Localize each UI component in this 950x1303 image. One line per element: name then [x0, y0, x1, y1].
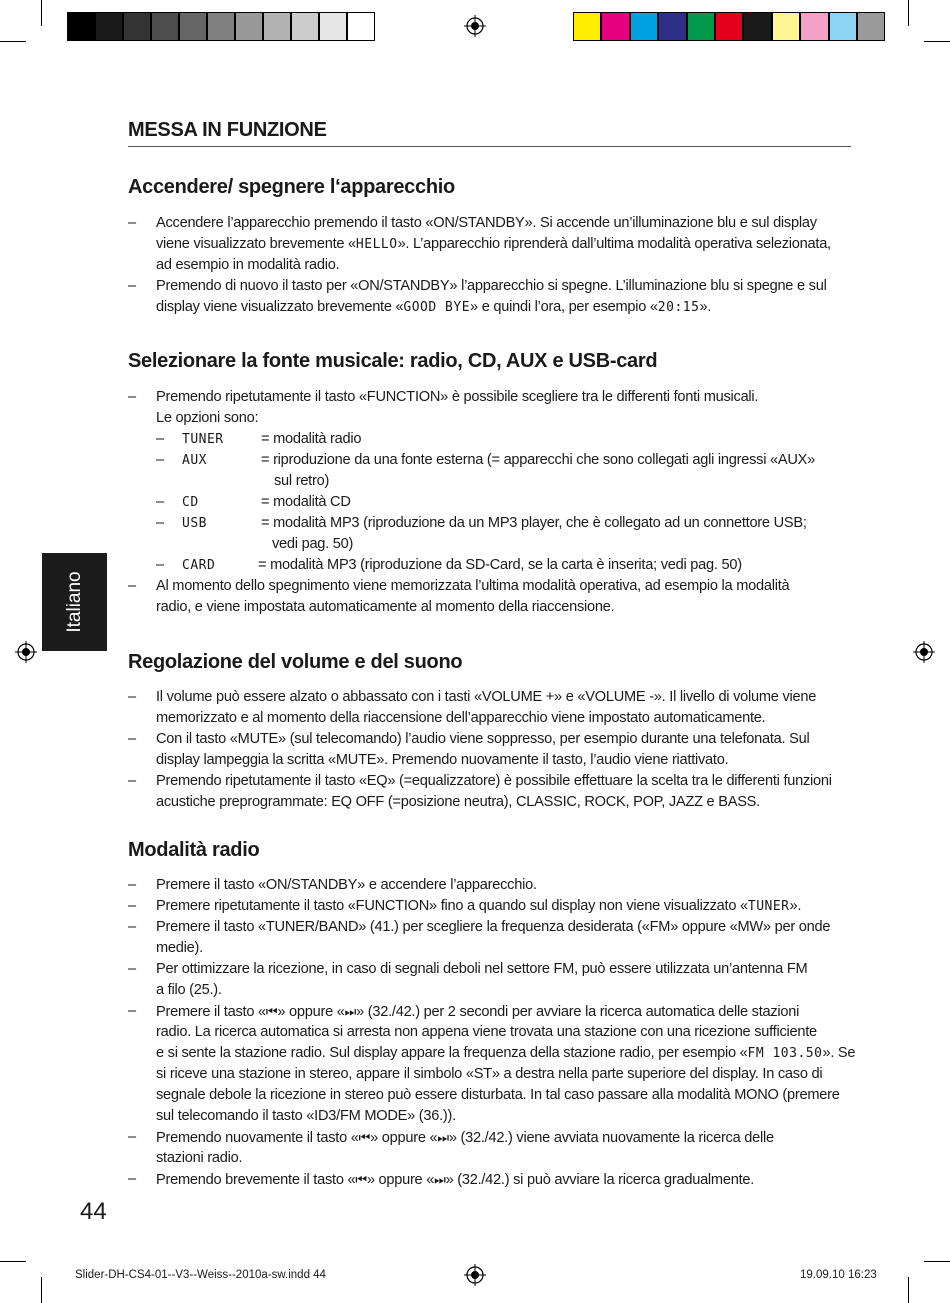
gray-swatch	[347, 12, 375, 41]
color-swatch	[573, 12, 601, 41]
skip-forward-icon: ⏭	[434, 1172, 446, 1187]
text-run: » (32./42.) si può avviare la ricerca gradualmente.	[445, 1172, 755, 1188]
text-run: display lampeggia la scritta «MUTE». Premendo nuovamente il tasto, l’audio viene riattivato.	[156, 752, 729, 768]
option-description: = modalità MP3 (riproduzione da SD-Card, se la carta è inserita; vedi pag. 50)	[258, 557, 742, 573]
text-line	[156, 729, 810, 750]
language-tab-label: Italiano	[63, 571, 85, 633]
option-code: TUNER	[182, 432, 224, 447]
color-swatch	[601, 12, 629, 41]
text-run: stazioni radio.	[156, 1150, 243, 1166]
bullet-dash: –	[128, 1171, 137, 1187]
bullet-dash: –	[156, 452, 165, 468]
text-line	[156, 959, 807, 980]
section-title: Selezionare la fonte musicale: radio, CD, AUX e USB-card	[128, 350, 658, 372]
text-line	[156, 276, 827, 297]
text-run: Premendo di nuovo il tasto per «ON/STANDBY» l’apparecchio si spegne. L’illuminazione blu si spegne e sul	[156, 278, 827, 294]
text-line	[156, 234, 831, 255]
bullet-dash: –	[128, 215, 137, 231]
text-run: si riceve una stazione in stereo, appare il simbolo «ST» a destra nella parte superiore del display. In caso di	[156, 1066, 823, 1082]
option-description: = modalità MP3 (riproduzione da un MP3 player, che è collegato ad un connettore USB;	[261, 515, 807, 531]
page-title: MESSA IN FUNZIONE	[128, 119, 327, 141]
text-run: » (32./42.) per 2 secondi per avviare la ricerca automatica delle stazioni	[356, 1004, 800, 1020]
text-run: Con il tasto «MUTE» (sul telecomando) l’audio viene soppresso, per esempio durante una telefonata. Sul	[156, 731, 810, 747]
text-run: Premere ripetutamente il tasto «FUNCTION» fino a quando sul display non viene visualizzato «	[156, 898, 748, 914]
color-swatch	[658, 12, 686, 41]
text-run: Per ottimizzare la ricezione, in caso di segnali deboli nel settore FM, può essere utilizzata un’antenna FM	[156, 961, 808, 977]
text-run: Il volume può essere alzato o abbassato con i tasti «VOLUME +» e «VOLUME -». Il livello di volume viene	[156, 689, 817, 705]
bullet-dash: –	[128, 1003, 137, 1019]
registration-mark-icon	[464, 15, 486, 37]
language-tab	[42, 553, 107, 651]
text-line	[156, 1169, 754, 1191]
text-line	[156, 597, 614, 618]
text-line	[156, 213, 817, 234]
text-run: sul telecomando il tasto «ID3/FM MODE» (36.)).	[156, 1108, 456, 1124]
gray-swatch	[179, 12, 207, 41]
option-code: AUX	[182, 453, 207, 468]
text-run: » oppure «	[277, 1004, 345, 1020]
text-line	[156, 687, 816, 708]
text-line	[156, 1127, 774, 1149]
text-run: radio. La ricerca automatica si arresta non appena viene trovata una stazione con una ricezione sufficiente	[156, 1024, 817, 1040]
text-run: Premendo brevemente il tasto «	[156, 1172, 356, 1188]
text-line	[156, 750, 728, 771]
text-line	[156, 1043, 855, 1064]
skip-forward-icon: ⏭	[437, 1130, 449, 1145]
text-line	[156, 387, 758, 408]
text-line	[156, 938, 203, 959]
text-run: Premere il tasto «	[156, 1004, 266, 1020]
gray-swatch	[291, 12, 319, 41]
bullet-dash: –	[128, 389, 137, 405]
color-swatch	[630, 12, 658, 41]
registration-mark-icon	[464, 1264, 486, 1286]
section-title: Modalità radio	[128, 839, 260, 861]
lcd-display-text: GOOD BYE	[403, 300, 471, 315]
registration-mark-icon	[913, 641, 935, 663]
registration-mark-icon	[15, 641, 37, 663]
text-run: ». L’apparecchio riprenderà dall’ultima modalità operativa selezionata,	[397, 236, 831, 252]
gray-swatch	[263, 12, 291, 41]
text-line	[156, 1001, 799, 1023]
crop-mark	[0, 1261, 26, 1262]
text-run: » e quindi l’ora, per esempio «	[470, 299, 658, 315]
crop-mark	[908, 1277, 909, 1303]
bullet-dash: –	[128, 578, 137, 594]
bullet-dash: –	[156, 431, 165, 447]
lcd-display-text: FM 103.50	[747, 1046, 823, 1061]
gray-swatch	[207, 12, 235, 41]
text-run: memorizzato e al momento della riaccensione dell’apparecchio viene impostato automaticamente.	[156, 710, 766, 726]
crop-mark	[41, 0, 42, 26]
lcd-display-text: 20:15	[657, 300, 700, 315]
text-run: Le opzioni sono:	[156, 410, 259, 426]
crop-mark	[908, 0, 909, 26]
crop-mark	[924, 1261, 950, 1262]
text-run: segnale debole la ricezione in stereo può essere disturbata. In tal caso passare alla modalità MONO (premere	[156, 1087, 840, 1103]
bullet-dash: –	[128, 898, 137, 914]
text-line	[156, 896, 801, 917]
text-run: ».	[699, 299, 712, 315]
text-line	[156, 771, 832, 792]
text-run: display viene visualizzato brevemente «	[156, 299, 404, 315]
page-number: 44	[80, 1198, 107, 1225]
text-line	[156, 875, 537, 896]
text-line	[156, 1085, 840, 1106]
text-run: Premendo ripetutamente il tasto «FUNCTION» è possibile scegliere tra le differenti fonti musicali.	[156, 389, 759, 405]
bullet-dash: –	[128, 919, 137, 935]
bullet-dash: –	[128, 731, 137, 747]
bullet-dash: –	[128, 773, 137, 789]
bullet-dash: –	[156, 515, 165, 531]
text-run: Al momento dello spegnimento viene memorizzata l’ultima modalità operativa, ad esempio la modalità	[156, 578, 790, 594]
color-swatch	[772, 12, 800, 41]
section-title: Regolazione del volume e del suono	[128, 651, 463, 673]
skip-back-icon: ⏮	[358, 1130, 371, 1145]
gray-swatch	[151, 12, 179, 41]
text-run: e si sente la stazione radio. Sul display appare la frequenza della stazione radio, per esempio «	[156, 1045, 748, 1061]
crop-mark	[41, 1277, 42, 1303]
section-title: Accendere/ spegnere l‘apparecchio	[128, 176, 455, 198]
color-swatch	[687, 12, 715, 41]
gray-swatch	[123, 12, 151, 41]
crop-mark	[0, 41, 26, 42]
text-run: Premendo nuovamente il tasto «	[156, 1130, 359, 1146]
bullet-dash: –	[128, 278, 137, 294]
text-run: » oppure «	[366, 1172, 435, 1188]
option-description: = modalità radio	[261, 431, 362, 447]
color-swatch	[715, 12, 743, 41]
text-run: medie).	[156, 940, 203, 956]
text-line	[156, 980, 222, 1001]
option-description-continued: sul retro)	[274, 473, 330, 489]
skip-back-icon: ⏮	[355, 1172, 367, 1187]
text-line	[156, 1064, 822, 1085]
color-swatch	[857, 12, 885, 41]
title-rule	[128, 146, 851, 147]
text-run: viene visualizzato brevemente «	[156, 236, 356, 252]
text-run: acustiche preprogrammate: EQ OFF (=posizione neutra), CLASSIC, ROCK, POP, JAZZ e BASS.	[156, 794, 760, 810]
crop-mark	[924, 41, 950, 42]
text-run: Premere il tasto «ON/STANDBY» e accendere l’apparecchio.	[156, 877, 537, 893]
text-run: » (32./42.) viene avviata nuovamente la ricerca delle	[448, 1130, 774, 1146]
option-description: = modalità CD	[261, 494, 351, 510]
option-description-continued: vedi pag. 50)	[272, 536, 354, 552]
gray-swatch	[67, 12, 95, 41]
bullet-dash: –	[128, 689, 137, 705]
color-swatch	[800, 12, 828, 41]
text-run: Premere il tasto «TUNER/BAND» (41.) per scegliere la frequenza desiderata («FM» oppure «MW» per onde	[156, 919, 831, 935]
text-run: ad esempio in modalità radio.	[156, 257, 340, 273]
text-line	[156, 408, 258, 429]
text-line	[156, 917, 830, 938]
option-code: CARD	[182, 558, 216, 573]
text-line	[156, 708, 765, 729]
text-line	[156, 255, 339, 276]
skip-back-icon: ⏮	[265, 1004, 278, 1019]
gray-swatch	[319, 12, 347, 41]
text-run: a filo (25.).	[156, 982, 222, 998]
lcd-display-text: HELLO	[355, 237, 398, 252]
text-run: Accendere l’apparecchio premendo il tasto «ON/STANDBY». Si accende un’illuminazione blu e sul display	[156, 215, 817, 231]
color-swatch	[743, 12, 771, 41]
text-line	[156, 792, 760, 813]
footer-date: 19.09.10 16:23	[800, 1269, 877, 1281]
bullet-dash: –	[156, 494, 165, 510]
option-code: CD	[182, 495, 199, 510]
gray-swatch	[235, 12, 263, 41]
text-line	[156, 576, 789, 597]
option-description: = riproduzione da una fonte esterna (= apparecchi che sono collegati agli ingressi «AUX»	[261, 452, 816, 468]
skip-forward-icon: ⏭	[344, 1004, 357, 1019]
footer-filename: Slider-DH-CS4-01--V3--Weiss--2010a-sw.indd 44	[75, 1269, 326, 1281]
bullet-dash: –	[156, 557, 165, 573]
gray-swatch	[95, 12, 123, 41]
option-code: USB	[182, 516, 207, 531]
text-run: ».	[789, 898, 802, 914]
color-swatch	[829, 12, 857, 41]
text-run: » oppure «	[370, 1130, 438, 1146]
bullet-dash: –	[128, 1129, 137, 1145]
bullet-dash: –	[128, 961, 137, 977]
bullet-dash: –	[128, 877, 137, 893]
text-line	[156, 1106, 456, 1127]
text-line	[156, 1148, 242, 1169]
text-run: ». Se	[822, 1045, 856, 1061]
lcd-display-text: TUNER	[747, 899, 790, 914]
text-line	[156, 1022, 817, 1043]
text-run: Premendo ripetutamente il tasto «EQ» (=equalizzatore) è possibile effettuare la scelta tra le differenti funzioni	[156, 773, 832, 789]
text-run: radio, e viene impostata automaticamente al momento della riaccensione.	[156, 599, 615, 615]
text-line	[156, 297, 711, 318]
